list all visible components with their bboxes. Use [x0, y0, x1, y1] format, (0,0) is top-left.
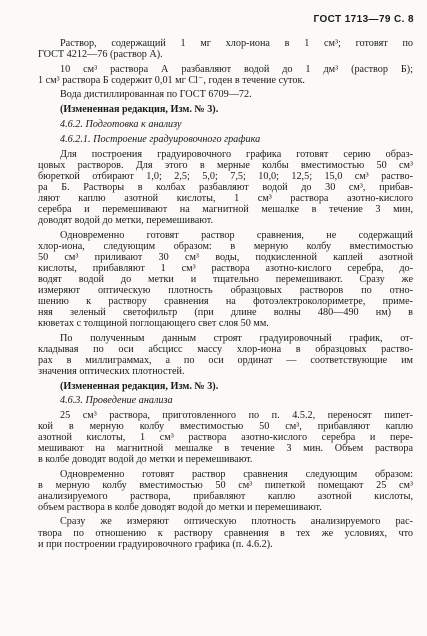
- text-line: кислоты, прибавляют 1 см³ раствора азотно-кислого серебра, до-: [38, 262, 413, 274]
- text-line: серебра и перемешивают на магнитной мешалке в течение 3 мин,: [38, 204, 413, 216]
- text-line: 4.6.2. Подготовка к анализу: [60, 118, 182, 130]
- paragraph: [38, 38, 413, 60]
- text-line: ляют каплю азотной кислоты, 1 см³ раствора азотно-кислого: [38, 193, 413, 205]
- text-line: хлор-иона, следующим образом: в мерную колбу вместимостью: [38, 240, 413, 252]
- text-line: 10 см³ раствора А разбавляют водой до 1 дм³ (раствор Б);: [60, 63, 413, 75]
- paragraph: [38, 333, 413, 377]
- text-line: азотной кислоты, 1 см³ раствора азотно-кислого серебра и пере-: [38, 431, 413, 443]
- text-line: в мерную колбу вместимостью 50 см³ пипеткой помещают 25 см³: [38, 479, 413, 491]
- page-header: ГОСТ 1713—79 С. 8: [313, 14, 414, 25]
- document-body: [38, 38, 413, 550]
- text-line: Вода дистиллированная по ГОСТ 6709—72.: [60, 89, 252, 101]
- text-line: цовых растворов. Для этого в мерные колбы вместимостью 50 см³: [38, 159, 413, 171]
- text-line: рах в миллиграммах, а по оси ординат — соответствующие им: [38, 354, 413, 366]
- paragraph: [38, 410, 413, 465]
- text-line: бюреткой отбирают 1,0; 2,5; 5,0; 7,5; 10,0; 12,5; 15,0 см³ раство-: [38, 170, 413, 182]
- amendment-note: [38, 104, 413, 115]
- text-line: анализируемого раствора, прибавляют каплю азотной кислоты,: [38, 490, 413, 502]
- text-line: кой в мерную колбу вместимостью 50 см³, прибавляют каплю: [38, 420, 413, 432]
- text-line: в колбе доводят водой до метки и перемешивают.: [38, 454, 253, 466]
- paragraph: [38, 469, 413, 513]
- text-line: Одновременно готовят раствор сравнения, не содержащий: [60, 229, 413, 241]
- paragraph: [38, 230, 413, 329]
- text-line: Для построения градуировочного графика готовят серию образ-: [60, 148, 413, 160]
- paragraph: [38, 89, 413, 100]
- text-line: водят водой до метки и тщательно перемешивают. Сразу же: [38, 273, 413, 285]
- paragraph: [38, 149, 413, 226]
- text-line: значения оптических плотностей.: [38, 365, 185, 377]
- text-line: 4.6.3. Проведение анализа: [60, 395, 173, 407]
- text-line: ГОСТ 4212—76 (раствор А).: [38, 49, 163, 61]
- paragraph: [38, 516, 413, 549]
- text-line: Сразу же измеряют оптическую плотность анализируемого рас-: [60, 516, 413, 528]
- text-line: Одновременно готовят раствор сравнения следующим образом:: [60, 468, 413, 480]
- section-heading: [38, 134, 413, 145]
- text-line: (Измененная редакция, Изм. № 3).: [60, 104, 219, 116]
- text-line: (Измененная редакция, Изм. № 3).: [60, 380, 219, 392]
- text-line: мешивают на магнитной мешалке в течение 3 мин. Объем раствора: [38, 442, 413, 454]
- text-line: кюветах с толщиной поглощающего свет слоя 50 мм.: [38, 318, 269, 330]
- text-line: измеряют оптическую плотность образцовых растворов по отно-: [38, 285, 413, 296]
- text-line: 1 см³ раствора Б содержит 0,01 мг Cl⁻, годен в течение суток.: [38, 74, 305, 86]
- text-line: Раствор, содержащий 1 мг хлор-иона в 1 см³; готовят по: [60, 38, 413, 49]
- paragraph: [38, 64, 413, 86]
- amendment-note: [38, 381, 413, 392]
- text-line: шению к раствору сравнения на фотоэлектроколориметре, приме-: [38, 296, 413, 308]
- text-line: кладывая по оси абсцисс массу хлор-иона в образцовых раство-: [38, 343, 413, 355]
- section-heading: [38, 119, 413, 130]
- section-heading: [38, 395, 413, 406]
- text-line: 25 см³ раствора, приготовленного по п. 4.5.2, переносят пипет-: [60, 409, 413, 421]
- text-line: По полученным данным строят градуировочный график, от-: [60, 332, 413, 344]
- text-line: ра Б. Растворы в колбах разбавляют водой до 30 см³, прибав-: [38, 181, 413, 193]
- text-line: 4.6.2.1. Построение градуировочного графика: [60, 134, 261, 146]
- text-line: 50 см³ приливают 30 см³ воды, подкисленной каплей азотной: [38, 251, 413, 263]
- text-line: твора по отношению к раствору сравнения в тех же условиях, что: [38, 527, 413, 539]
- text-line: объем раствора в колбе доводят водой до метки и перемешивают.: [38, 501, 322, 513]
- text-line: доводят водой до метки, перемешивают.: [38, 215, 214, 227]
- text-line: няя зеленый светофильтр (при длине волны 480—490 нм) в: [38, 307, 413, 319]
- text-line: и при построении градуировочного графика (п. 4.6.2).: [38, 538, 273, 550]
